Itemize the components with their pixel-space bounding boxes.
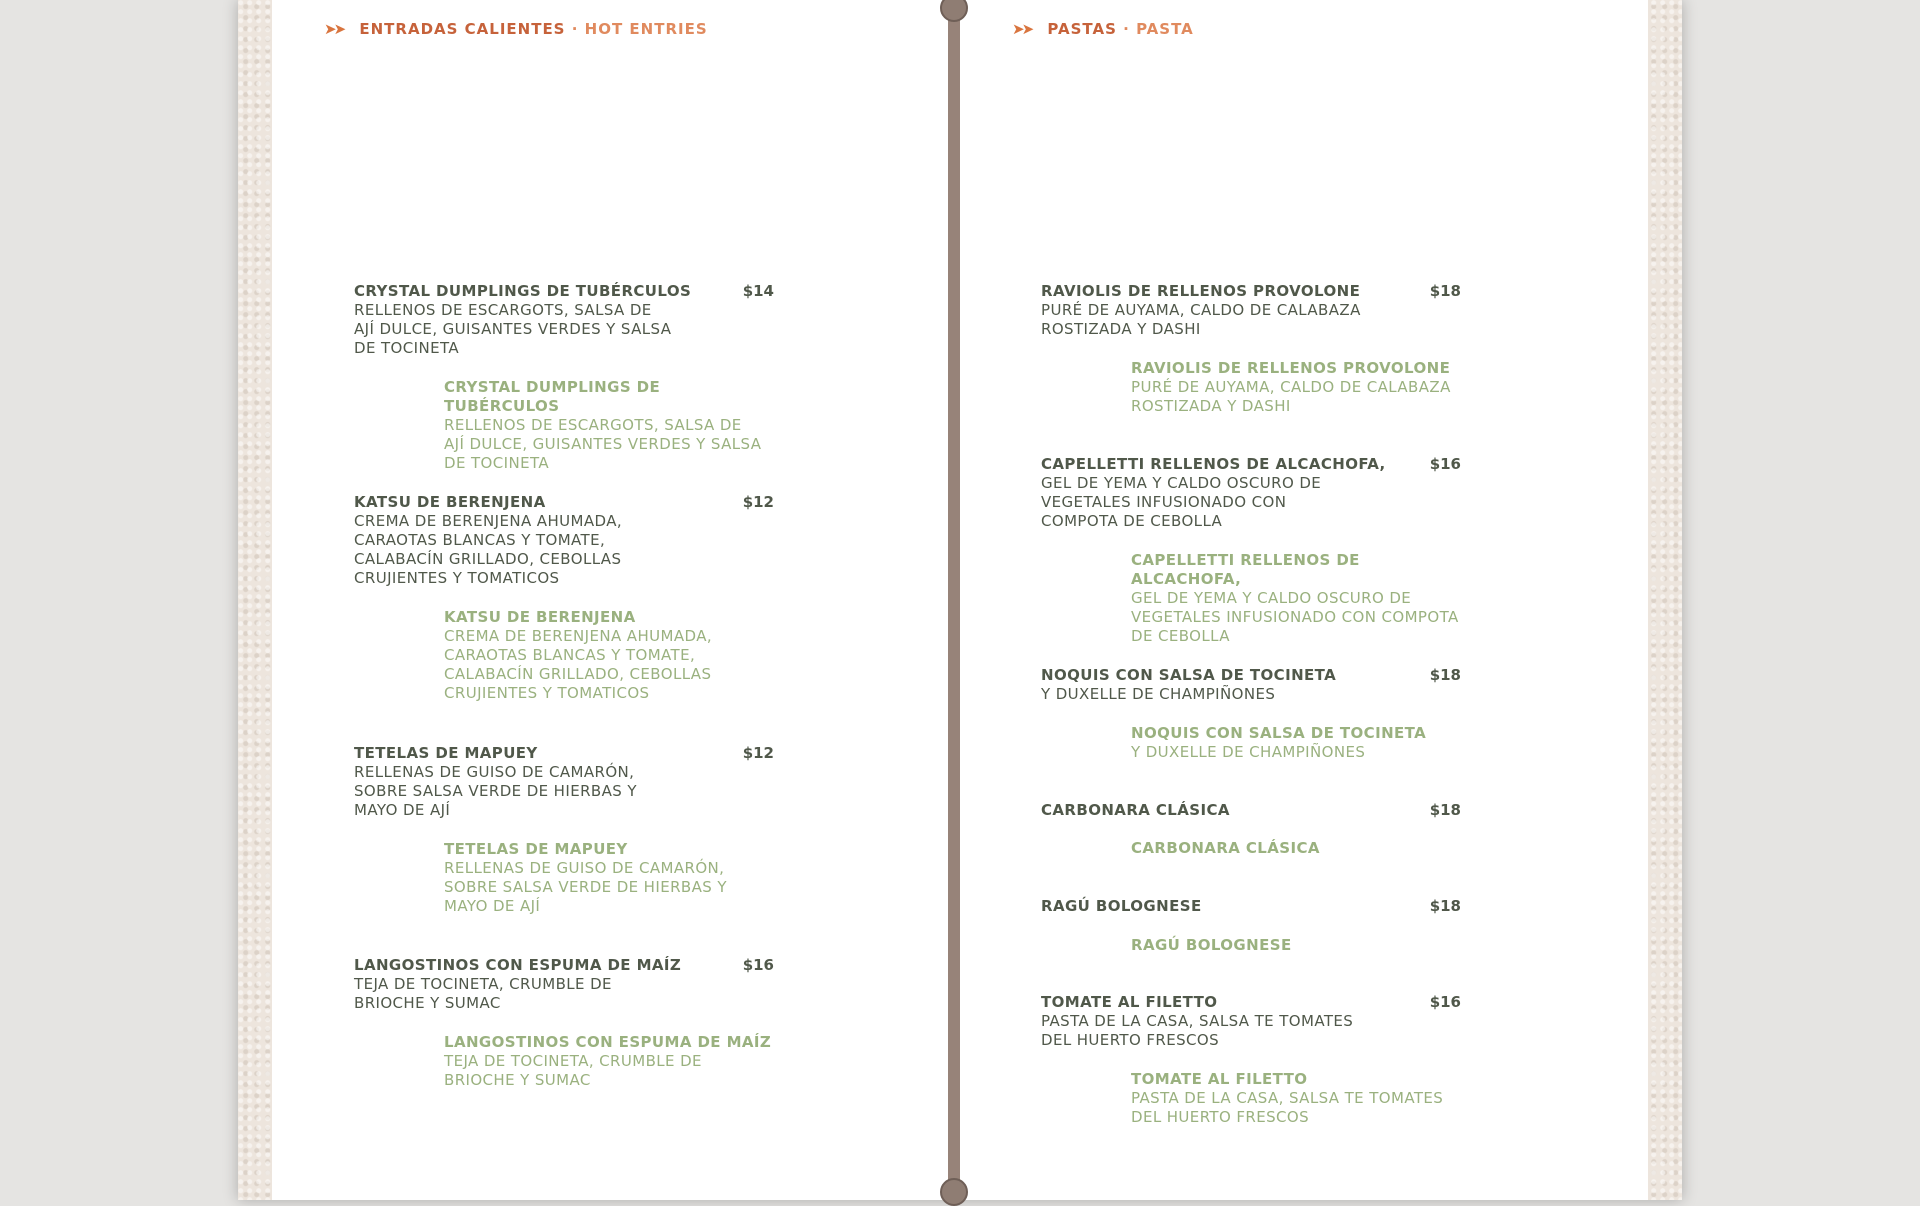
translated-description: RELLENAS DE GUISO DE CAMARÓN, SOBRE SALSA VERDE DE HIERBAS Y MAYO DE AJÍ (444, 859, 727, 915)
dish-description: RELLENOS DE ESCARGOTS, SALSA DE AJÍ DULCE, GUISANTES VERDES Y SALSA DE TOCINETA (354, 301, 672, 357)
dish-translation (1131, 359, 1461, 416)
translated-name: TETELAS DE MAPUEY (444, 840, 628, 858)
translated-name: LANGOSTINOS CON ESPUMA DE MAÍZ (444, 1033, 772, 1051)
section-separator: · (571, 20, 579, 38)
dish-price: $16 (1429, 993, 1461, 1011)
dish-price: $14 (742, 282, 774, 300)
band-clip-bottom (940, 1178, 968, 1206)
dish-description: PASTA DE LA CASA, SALSA TE TOMATES DEL HUERTO FRESCOS (1041, 1012, 1354, 1049)
dish-name: TETELAS DE MAPUEY (354, 744, 538, 762)
section-title-en: HOT ENTRIES (584, 20, 708, 38)
section-separator: · (1123, 20, 1130, 38)
translated-name: CAPELLETTI RELLENOS DE ALCACHOFA, (1131, 551, 1360, 588)
translated-description: CREMA DE BERENJENA AHUMADA, CARAOTAS BLANCAS Y TOMATE, CALABACÍN GRILLADO, CEBOLLAS CRUJIENTES Y TOMATICOS (444, 627, 713, 702)
dish-translation (444, 840, 774, 916)
translated-description: GEL DE YEMA Y CALDO OSCURO DE VEGETALES INFUSIONADO CON COMPOTA DE CEBOLLA (1131, 589, 1459, 645)
double-arrow-icon: ➤➤ (1012, 20, 1032, 38)
translated-name: CARBONARA CLÁSICA (1131, 839, 1320, 857)
menu-item (354, 956, 774, 1090)
section-header-hot-entries (324, 20, 708, 38)
dish-translation (444, 608, 774, 703)
dish-translation (444, 1033, 774, 1090)
dish-description: GEL DE YEMA Y CALDO OSCURO DE VEGETALES INFUSIONADO CON COMPOTA DE CEBOLLA (1041, 474, 1322, 530)
menu-item (1041, 897, 1461, 955)
menu-item (1041, 666, 1461, 762)
translated-name: KATSU DE BERENJENA (444, 608, 636, 626)
translated-description: RELLENOS DE ESCARGOTS, SALSA DE AJÍ DULCE, GUISANTES VERDES Y SALSA DE TOCINETA (444, 416, 762, 472)
dish-description: RELLENAS DE GUISO DE CAMARÓN, SOBRE SALSA VERDE DE HIERBAS Y MAYO DE AJÍ (354, 763, 637, 819)
dish-translation (1131, 724, 1461, 762)
menu-item (354, 282, 774, 473)
dish-name: KATSU DE BERENJENA (354, 493, 546, 511)
section-header-pasta (1012, 20, 1194, 38)
dish-name: NOQUIS CON SALSA DE TOCINETA (1041, 666, 1337, 684)
dish-description: PURÉ DE AUYAMA, CALDO DE CALABAZA ROSTIZADA Y DASHI (1041, 301, 1361, 338)
dish-price: $12 (742, 493, 774, 511)
menu-item (1041, 801, 1461, 858)
dish-price: $18 (1429, 801, 1461, 819)
dish-name: CARBONARA CLÁSICA (1041, 801, 1230, 819)
dish-description: TEJA DE TOCINETA, CRUMBLE DE BRIOCHE Y SUMAC (354, 975, 612, 1012)
dish-translation (1131, 1070, 1461, 1127)
section-title-en: PASTA (1136, 20, 1194, 38)
double-arrow-icon: ➤➤ (324, 20, 344, 38)
dish-price: $16 (742, 956, 774, 974)
dish-price: $18 (1429, 666, 1461, 684)
dish-price: $18 (1429, 282, 1461, 300)
translated-description: Y DUXELLE DE CHAMPIÑONES (1131, 743, 1366, 761)
dish-name: RAGÚ BOLOGNESE (1041, 897, 1202, 915)
dish-description: Y DUXELLE DE CHAMPIÑONES (1041, 685, 1276, 703)
translated-name: RAGÚ BOLOGNESE (1131, 936, 1292, 954)
translated-description: PASTA DE LA CASA, SALSA TE TOMATES DEL HUERTO FRESCOS (1131, 1089, 1444, 1126)
menu-item (1041, 993, 1461, 1127)
translated-description: TEJA DE TOCINETA, CRUMBLE DE BRIOCHE Y SUMAC (444, 1052, 702, 1089)
dish-translation (1131, 936, 1461, 955)
translated-name: CRYSTAL DUMPLINGS DE TUBÉRCULOS (444, 378, 661, 415)
dish-name: TOMATE AL FILETTO (1041, 993, 1218, 1011)
dish-translation (444, 378, 774, 473)
menu-item (354, 744, 774, 916)
dish-name: LANGOSTINOS CON ESPUMA DE MAÍZ (354, 956, 682, 974)
section-title-es: PASTAS (1047, 20, 1117, 38)
menu-item (354, 493, 774, 703)
dish-translation (1131, 551, 1461, 646)
translated-name: RAVIOLIS DE RELLENOS PROVOLONE (1131, 359, 1451, 377)
dish-price: $18 (1429, 897, 1461, 915)
dish-name: CAPELLETTI RELLENOS DE ALCACHOFA, (1041, 455, 1386, 473)
translated-name: NOQUIS CON SALSA DE TOCINETA (1131, 724, 1427, 742)
dish-description: CREMA DE BERENJENA AHUMADA, CARAOTAS BLANCAS Y TOMATE, CALABACÍN GRILLADO, CEBOLLAS CRUJIENTES Y TOMATICOS (354, 512, 623, 587)
translated-description: PURÉ DE AUYAMA, CALDO DE CALABAZA ROSTIZADA Y DASHI (1131, 378, 1451, 415)
menu-item (1041, 282, 1461, 416)
section-title-es: ENTRADAS CALIENTES (359, 20, 566, 38)
dish-name: CRYSTAL DUMPLINGS DE TUBÉRCULOS (354, 282, 692, 300)
menu-item (1041, 455, 1461, 646)
elastic-band (948, 0, 960, 1200)
translated-name: TOMATE AL FILETTO (1131, 1070, 1308, 1088)
dish-price: $16 (1429, 455, 1461, 473)
dish-price: $12 (742, 744, 774, 762)
dish-translation (1131, 839, 1461, 858)
dish-name: RAVIOLIS DE RELLENOS PROVOLONE (1041, 282, 1361, 300)
